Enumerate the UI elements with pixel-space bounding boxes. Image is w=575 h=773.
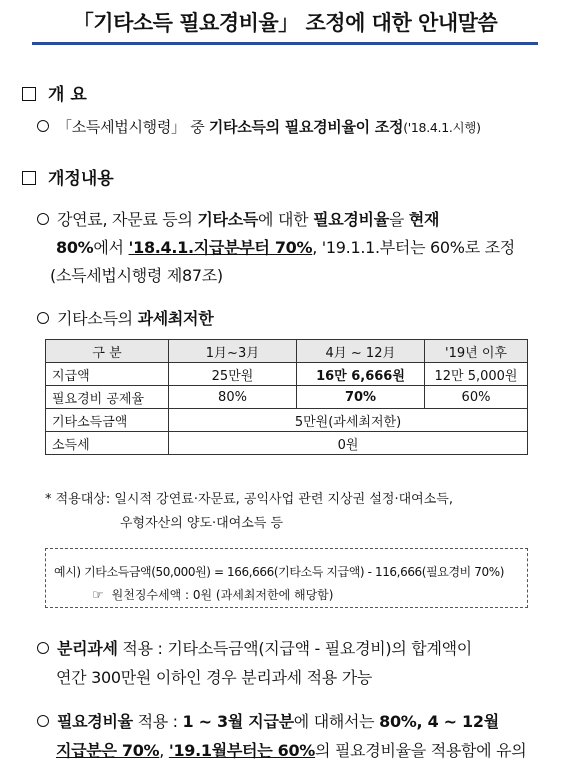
text: 을: [388, 210, 409, 229]
bullet3-line1: [37, 636, 472, 659]
text-bold-underline: 지급분은 70%: [56, 741, 160, 760]
example-box: [45, 548, 528, 608]
note-line2: 우형자산의 양도·대여소득 등: [120, 516, 284, 531]
page-title: 「기타소득 필요경비율」 조정에 대한 안내말씀: [72, 11, 498, 35]
overview-date: ('18.4.1.시행): [403, 120, 481, 135]
section-heading-changes: [22, 164, 114, 189]
text: 강연료, 자문료 등의: [57, 210, 198, 229]
text: 에서: [93, 238, 129, 257]
table-row: [46, 432, 528, 455]
overview-text: 「소득세법시행령」 중: [57, 118, 209, 136]
text-bold: 현재: [408, 210, 440, 229]
bullet1-line2: [56, 235, 515, 258]
table-cell: 80%: [169, 386, 297, 409]
table-header-cell: 1月~3月: [169, 340, 297, 363]
text-bold: 과세최저한: [137, 309, 214, 328]
circle-bullet-icon: [37, 213, 49, 225]
section-heading-overview: [22, 80, 87, 105]
circle-bullet-icon: [37, 312, 49, 324]
bullet3-line2: 연간 300만원 이하인 경우 분리과세 적용 가능: [56, 668, 373, 687]
table-cell: 60%: [425, 386, 528, 409]
table-cell-merged: 5만원(과세최저한): [169, 409, 528, 432]
overview-emphasis: 기타소득의 필요경비율이 조정: [208, 118, 404, 136]
title-block: [32, 4, 538, 44]
bullet1-line1: [37, 207, 439, 230]
table-row: [46, 386, 528, 409]
title-underline: [32, 42, 538, 45]
text: 에 대한: [258, 210, 314, 229]
table-cell: 25만원: [169, 363, 297, 386]
bullet4-line2: [56, 738, 526, 761]
text-bold: 기타소득: [197, 210, 259, 229]
text-bold: 1 ~ 3월 지급분: [182, 712, 294, 731]
table-cell: 12만 5,000원: [425, 363, 528, 386]
text: 적용 : 기타소득금액(지급액 - 필요경비)의 합계액이: [117, 639, 472, 658]
table-header-cell: 구 분: [46, 340, 169, 363]
table-row-label: 필요경비 공제율: [46, 386, 169, 409]
table-row-label: 소득세: [46, 432, 169, 455]
table-header-cell: '19년 이후: [425, 340, 528, 363]
table-row: [46, 363, 528, 386]
text-bold: 80%, 4 ~ 12월: [379, 712, 499, 731]
table-header-row: [46, 340, 528, 363]
text-bold: 필요경비율: [57, 712, 133, 731]
circle-bullet-icon: [37, 715, 49, 727]
circle-bullet-icon: [37, 120, 49, 132]
example-result: 원천징수세액 : 0원 (과세최저한에 해당함): [111, 588, 334, 602]
bullet1-line3: (소득세법시행령 제87조): [50, 266, 223, 285]
overview-line: [37, 116, 481, 137]
text: , '19.1.1.부터는 60%로 조정: [312, 238, 515, 257]
bullet4-line1: [37, 709, 499, 732]
section-heading-text: 개 요: [48, 85, 87, 105]
note-line1: * 적용대상: 일시적 강연료·자문료, 공익사업 관련 지상권 설정·대여소득,: [45, 492, 453, 507]
text: 적용 :: [132, 712, 183, 731]
table-cell: 16만 6,666원: [297, 363, 425, 386]
pointing-hand-icon: ☞: [92, 588, 104, 603]
text: 의 필요경비율을 적용함에 유의: [315, 741, 527, 760]
text: 에 대해서는: [293, 712, 380, 731]
text-bold-underline: '19.1월부터는 60%: [168, 741, 316, 760]
table-cell-merged: 0원: [169, 432, 528, 455]
text-bold: 필요경비율: [313, 210, 389, 229]
text-bold: 80%: [56, 238, 94, 257]
text-bold: 분리과세: [57, 639, 118, 658]
table-row-label: 지급액: [46, 363, 169, 386]
example-line2: [92, 586, 333, 603]
table-row: [46, 409, 528, 432]
table-row-label: 기타소득금액: [46, 409, 169, 432]
text-bold-underline: '18.4.1.지급분부터 70%: [128, 238, 313, 257]
text: 기타소득의: [57, 309, 138, 328]
table-header-cell: 4月 ~ 12月: [297, 340, 425, 363]
table-cell: 70%: [297, 386, 425, 409]
square-bullet-icon: [22, 171, 36, 185]
applicability-note: [45, 488, 453, 536]
bullet2-line: [37, 306, 213, 329]
circle-bullet-icon: [37, 642, 49, 654]
tax-threshold-table: [45, 339, 528, 455]
section-heading-text: 개정내용: [48, 169, 114, 189]
text: ,: [159, 741, 169, 760]
square-bullet-icon: [22, 87, 36, 101]
example-line1: 예시) 기타소득금액(50,000원) = 166,666(기타소득 지급액) - 116,666(필요경비 70%): [54, 565, 505, 579]
